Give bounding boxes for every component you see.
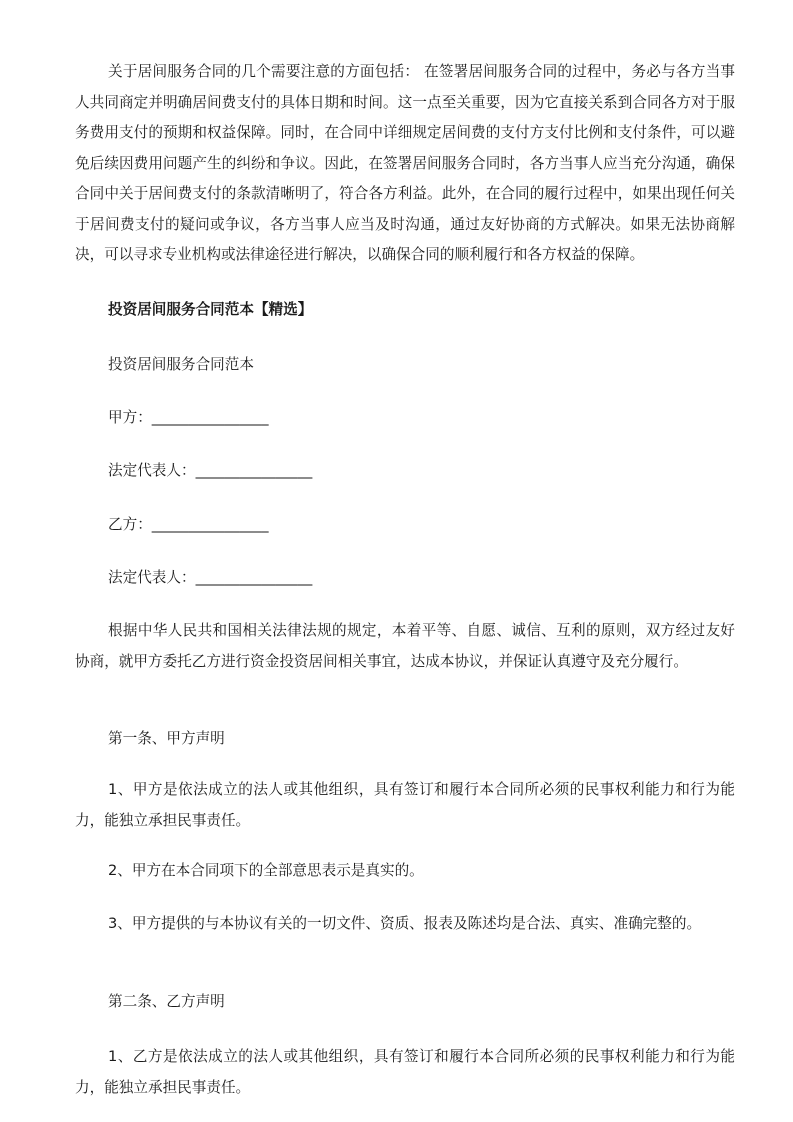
article-1-item-1: 1、甲方是依法成立的法人或其他组织，具有签订和履行本合同所必须的民事权利能力和行为能力，能独立承担民事责任。 [75,781,735,829]
article-1-item-3: 3、甲方提供的与本协议有关的一切文件、资质、报表及陈述均是合法、真实、准确完整的。 [108,915,702,932]
party-a-line: 甲方：________________ [108,409,269,426]
article-2-item-1: 1、乙方是依法成立的法人或其他组织，具有签订和履行本合同所必须的民事权利能力和行为能力，能独立承担民事责任。 [75,1048,735,1096]
preamble-paragraph: 根据中华人民共和国相关法律法规的规定，本着平等、自愿、诚信、互利的原则，双方经过友好协商，就甲方委托乙方进行资金投资居间相关事宜，达成本协议，并保证认真遵守及充分履行。 [75,622,735,670]
party-b-representative-line: 法定代表人：________________ [108,569,313,586]
party-b-line: 乙方：________________ [108,516,269,533]
article-1-title: 第一条、甲方声明 [108,730,225,747]
intro-paragraph: 关于居间服务合同的几个需要注意的方面包括： 在签署居间服务合同的过程中，务必与各方当事人共同商定并明确居间费支付的具体日期和时间。这一点至关重要，因为它直接关系到合同各方对于服务费用支付的预期和权益保障。同时，在合同中详细规定居间费的支付方支付比例和支付条件，可以避免后续因费用问题产生的纠纷和争议。因此，在签署居间服务合同时，各方当事人应当充分沟通，确保合同中关于居间费支付的条款清晰明了，符合各方利益。此外，在合同的履行过程中，如果出现任何关于居间费支付的疑问或争议，各方当事人应当及时沟通，通过友好协商的方式解决。如果无法协商解决，可以寻求专业机构或法律途径进行解决，以确保合同的顺利履行和各方权益的保障。 [75,63,735,263]
section-title: 投资居间服务合同范本【精选】 [108,301,313,318]
article-1-item-2: 2、甲方在本合同项下的全部意思表示是真实的。 [108,862,424,879]
party-a-representative-line: 法定代表人：________________ [108,462,313,479]
contract-title: 投资居间服务合同范本 [108,356,254,373]
article-2-title: 第二条、乙方声明 [108,993,225,1010]
